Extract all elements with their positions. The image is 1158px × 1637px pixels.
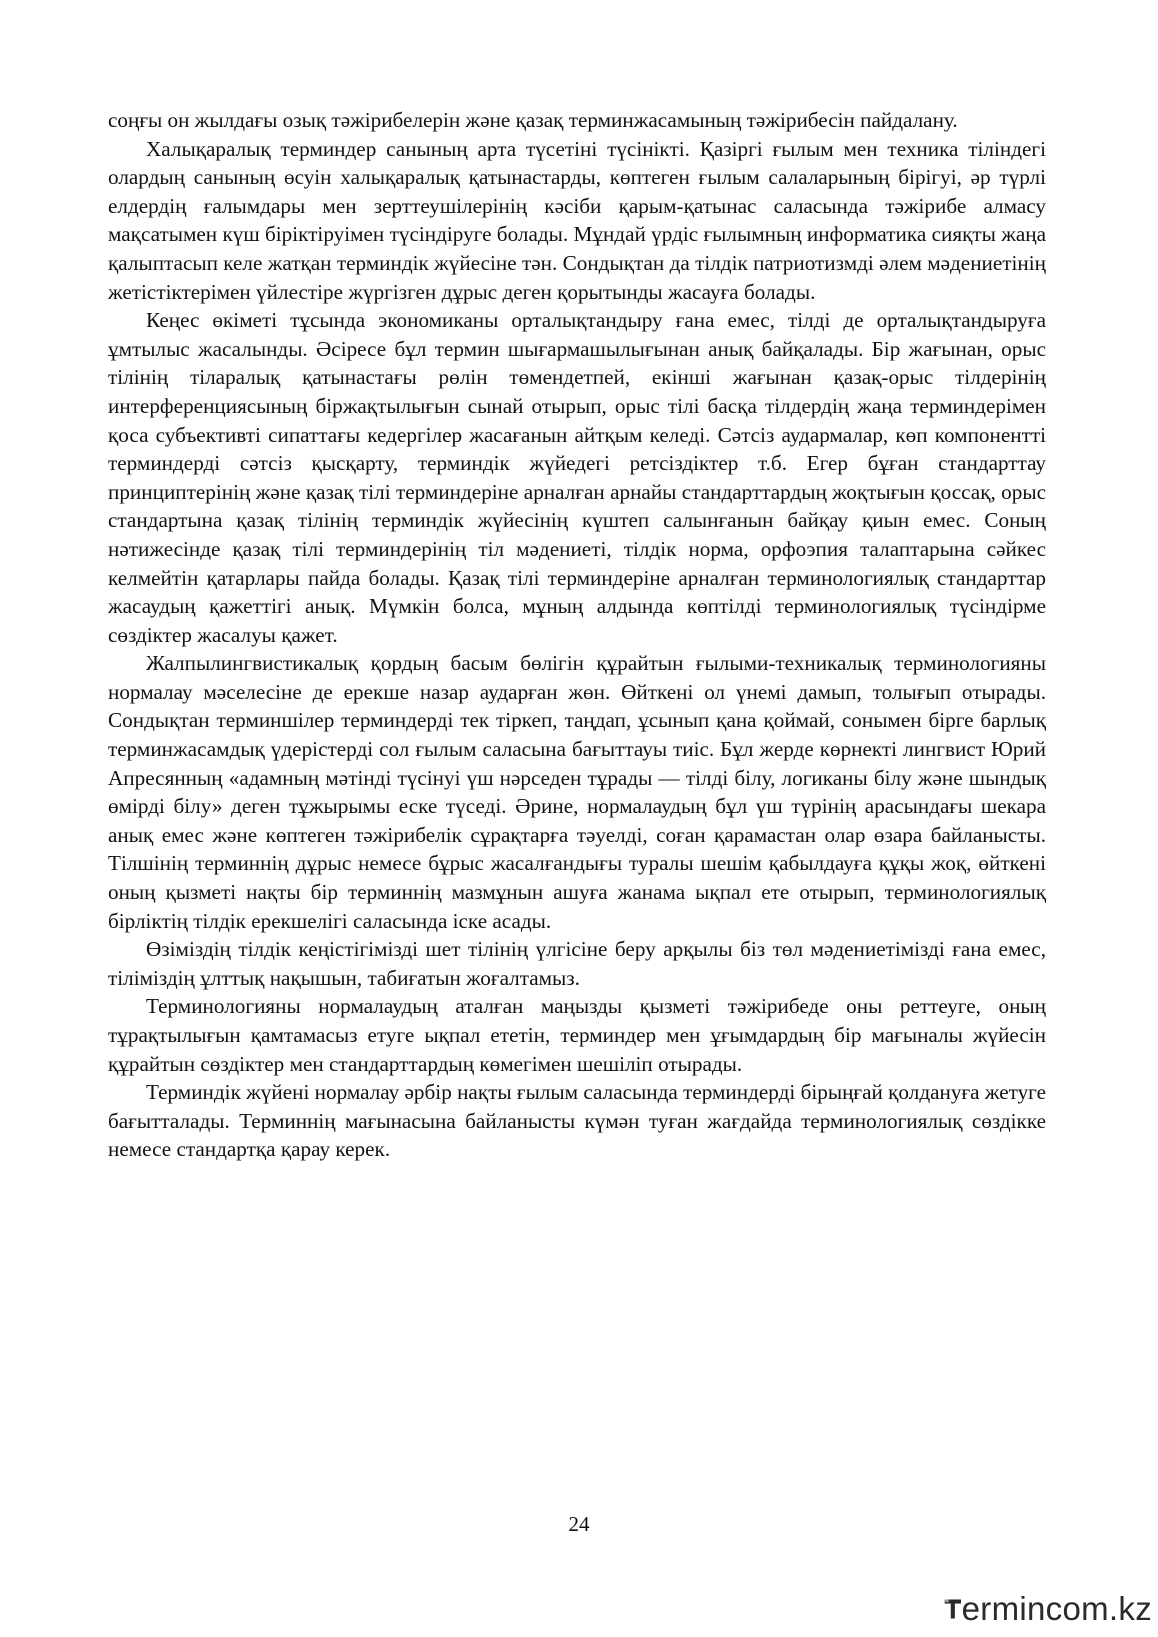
termincom-logo-icon	[944, 1592, 962, 1626]
paragraph: Өзіміздің тілдік кеңістігімізді шет тілінің үлгісіне беру арқылы біз төл мәдениетімізді ғана емес, тіліміздің ұлттық нақышын, табиғатын жоғалтамыз.	[108, 937, 1046, 990]
paragraph: соңғы он жылдағы озық тәжірибелерін және қазақ терминжасамының тәжірибесін пайдалану.	[108, 108, 958, 132]
termincom-watermark	[944, 1584, 1152, 1634]
document-body	[108, 106, 1046, 1164]
paragraph: Жалпылингвистикалық қордың басым бөлігін құрайтын ғылыми-техникалық терминологияны нормалау мәселесіне де ерекше назар аударған жөн. Өйткені ол үнемі дамып, толығып отырады. Сондықтан терминшілер терминдерді тек тіркеп, таңдап, ұсынып қана қоймай, сонымен бірге барлық терминжасамдық үдерістерді сол ғылым саласына бағыттауы тиіс. Бұл жерде көрнекті лингвист Юрий Апресянның «адамның мәтінді түсінуі үш нәрседен тұрады — тілді білу, логиканы білу және шындық өмірді білу» деген тұжырымы еске түседі. Әрине, нормалаудың бұл үш түрінің арасындағы шекара анық емес және көптеген тәжірибелік сұрақтарға тәуелді, соған қарамастан олар өзара байланысты. Тілшінің терминнің дұрыс немесе бұрыс жасалғандығы туралы шешім қабылдауға құқы жоқ, өйткені оның қызметі нақты бір терминнің мазмұнын ашуға жанама ықпал ете отырып, терминологиялық бірліктің тілдік ерекшелігі саласында іске асады.	[108, 651, 1046, 933]
paragraph: Халықаралық терминдер санының арта түсетіні түсінікті. Қазіргі ғылым мен техника тіліндегі олардың санының өсуін халықаралық қатынастарды, көптеген ғылым салаларының бірігуі, әр түрлі елдердің ғалымдары мен зерттеушілерінің кәсіби қарым-қатынас саласында тәжірибе алмасу мақсатымен күш біріктіруімен түсіндіруге болады. Мұндай үрдіс ғылымның информатика сияқты жаңа қалыптасып келе жатқан терминдік жүйесіне тән. Сондықтан да тілдік патриотизмді әлем мәдениетінің жетістіктерімен үйлестіре жүргізген дұрыс деген қорытынды жасауға болады.	[108, 136, 1046, 304]
paragraph: Терминологияны нормалаудың аталған маңызды қызметі тәжірибеде оны реттеуге, оның тұрақтылығын қамтамасыз етуге ықпал ететін, терминдер мен ұғымдардың бір мағыналы жүйесін құрайтын сөздіктер мен стандарттардың көмегімен шешіліп отырады.	[108, 994, 1046, 1076]
watermark-text: ermincom	[961, 1590, 1109, 1627]
watermark-domain: .kz	[1108, 1590, 1152, 1627]
paragraph: Терминдік жүйені нормалау әрбір нақты ғылым саласында терминдерді бірыңғай қолдануға жетуге бағытталады. Терминнің мағынасына байланысты күмән туған жағдайда терминологиялық сөздікке немесе стандартқа қарау керек.	[108, 1080, 1046, 1162]
paragraph: Кеңес өкіметі тұсында экономиканы орталықтандыру ғана емес, тілді де орталықтандыруға ұмтылыс жасалынды. Әсіресе бұл термин шығармашылығынан анық байқалады. Бір жағынан, орыс тілінің тіларалық қатынастағы рөлін төмендетпей, екінші жағынан қазақ-орыс тілдерінің интерференциясының біржақтылығын сынай отырып, орыс тілі басқа тілдердің жаңа терминдерімен қоса субъективті сипаттағы кедергілер жасағанын айтқым келеді. Сәтсіз аудармалар, көп компонентті терминдерді сәтсіз қысқарту, терминдік жүйедегі ретсіздіктер т.б. Егер бұған стандарттау принциптерінің және қазақ тілі терминдеріне арналған арнайы стандарттардың жоқтығын қоссақ, орыс стандартына қазақ тілінің терминдік жүйесінің күштеп салынғанын байқау қиын емес. Соның нәтижесінде қазақ тілі терминдерінің тіл мәдениеті, тілдік норма, орфоэпия талаптарына сәйкес келмейтін қатарлары пайда болады. Қазақ тілі терминдеріне арналған терминологиялық стандарттар жасаудың қажеттігі анық. Мүмкін болса, мұның алдында көптілді терминологиялық түсіндірме сөздіктер жасалуы қажет.	[108, 308, 1046, 647]
page-number: 24	[568, 1512, 590, 1536]
